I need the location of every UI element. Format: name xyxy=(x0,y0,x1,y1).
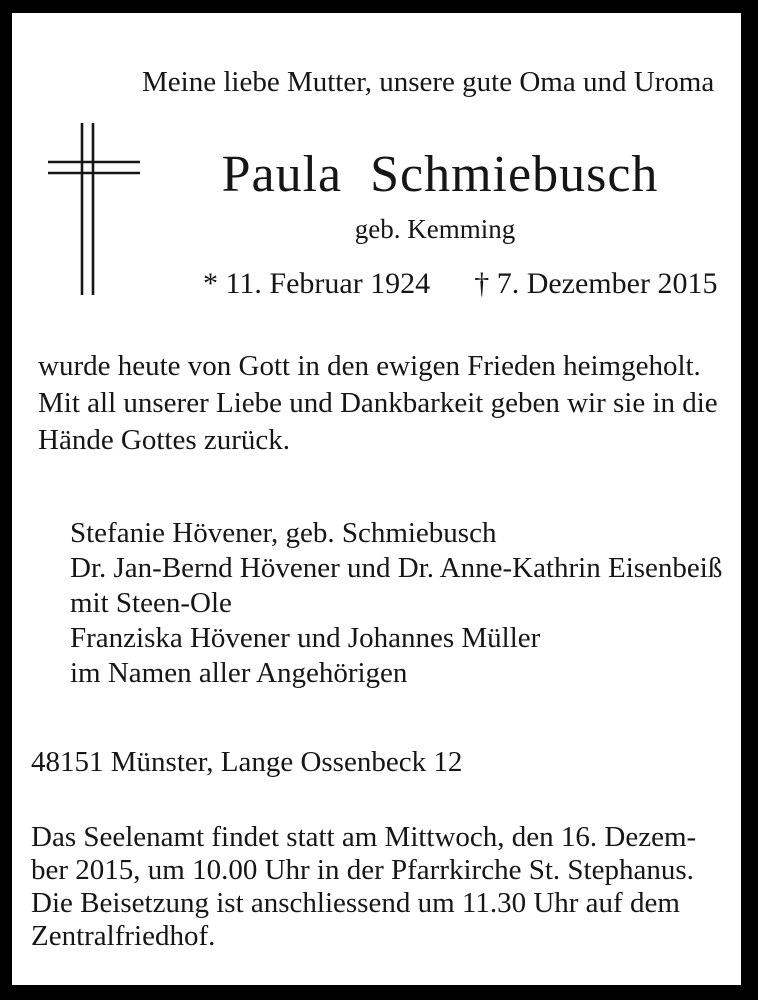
service-info xyxy=(31,821,696,953)
life-dates xyxy=(203,267,717,301)
mourner-line: Stefanie Hövener, geb. Schmiebusch xyxy=(70,517,497,549)
service-info-line: ber 2015, um 10.00 Uhr in der Pfarrkirche St. Stephanus. xyxy=(31,854,694,886)
service-info-line: Das Seelenamt findet statt am Mittwoch, den 16. Dezem- xyxy=(31,821,697,853)
mourners-list xyxy=(70,516,722,691)
obituary-text xyxy=(38,348,718,459)
service-info-line: Die Beisetzung ist anschliessend um 11.30 Uhr auf dem xyxy=(31,887,680,919)
intro-line: Meine liebe Mutter, unsere gute Oma und Uroma xyxy=(142,66,715,98)
address-line: 48151 Münster, Lange Ossenbeck 12 xyxy=(31,746,463,778)
mourner-line: Franziska Hövener und Johannes Müller xyxy=(70,622,541,654)
maiden-name: geb. Kemming xyxy=(354,214,516,244)
deceased-name: Paula Schmiebusch xyxy=(221,146,659,203)
mourner-line: mit Steen-Ole xyxy=(70,587,232,619)
obituary-text-line: Hände Gottes zurück. xyxy=(38,424,291,456)
service-info-line: Zentralfriedhof. xyxy=(31,920,216,952)
obituary-text-line: wurde heute von Gott in den ewigen Frieden heimgeholt. xyxy=(38,350,701,382)
death-date: † 7. Dezember 2015 xyxy=(474,267,718,300)
obituary-text-line: Mit all unserer Liebe und Dankbarkeit geben wir sie in die xyxy=(38,387,718,419)
birth-date: * 11. Februar 1924 xyxy=(203,267,431,300)
mourner-line: Dr. Jan-Bernd Hövener und Dr. Anne-Kathrin Eisenbeiß xyxy=(70,552,723,584)
mourner-line: im Namen aller Angehörigen xyxy=(70,657,408,689)
